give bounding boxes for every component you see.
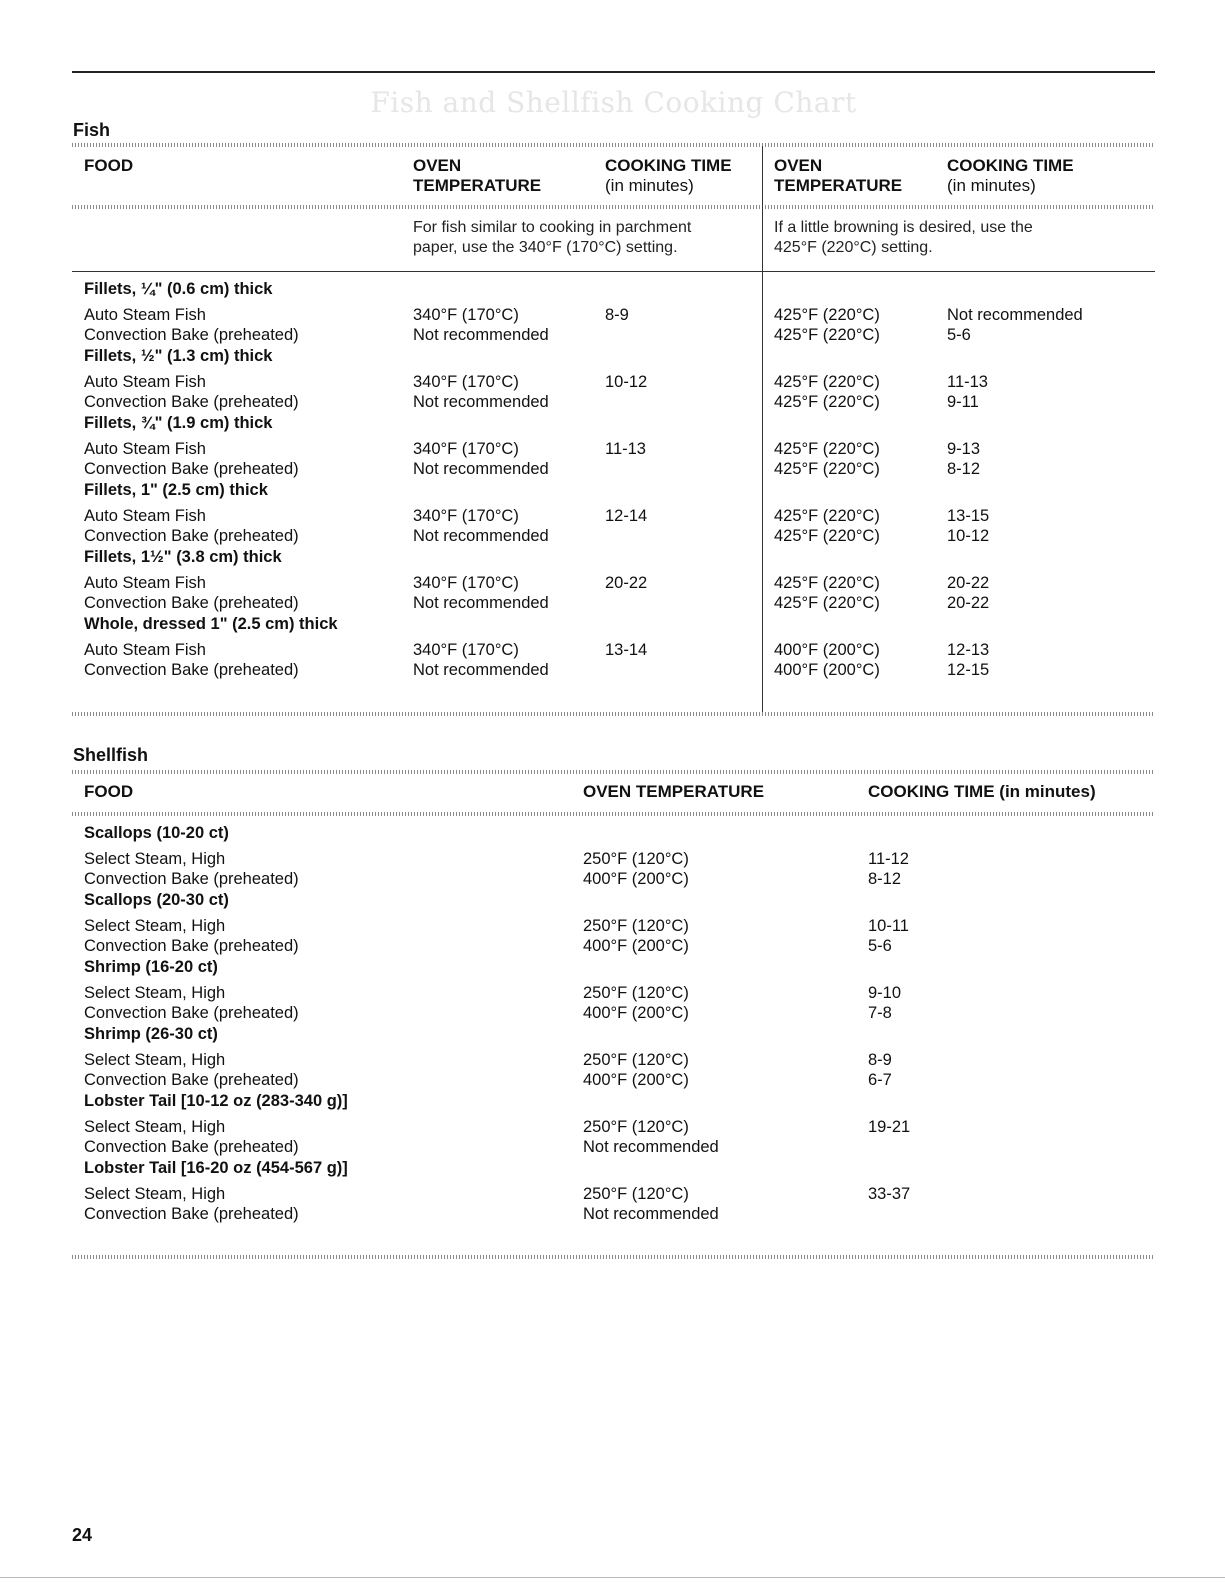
oven-temp-cell: 340°F (170°C) — [413, 305, 519, 324]
group-heading-row — [84, 614, 1144, 634]
table-row — [84, 660, 1144, 680]
fish-header-cook-time-1 — [605, 156, 732, 196]
group-heading-row — [84, 1024, 1144, 1044]
page-bottom-rule — [0, 1577, 1225, 1578]
food-cell: Convection Bake (preheated) — [84, 1205, 299, 1223]
food-cell: Select Steam, High — [84, 849, 226, 868]
oven-temp-cell: 425°F (220°C) — [774, 305, 880, 324]
oven-temp-cell: 400°F (200°C) — [583, 870, 689, 888]
oven-temp-cell: 425°F (220°C) — [774, 527, 880, 545]
cook-time-cell: 12-14 — [605, 506, 648, 525]
group-heading: Lobster Tail [10-12 oz (283-340 g)] — [84, 1092, 348, 1110]
oven-temp-cell: 340°F (170°C) — [413, 640, 519, 659]
oven-temp-cell: 250°F (120°C) — [583, 916, 689, 935]
table-row — [84, 849, 1144, 869]
table-row — [84, 372, 1144, 392]
header-line: (in minutes) — [947, 176, 1036, 195]
oven-temp-cell: Not recommended — [583, 1138, 719, 1156]
food-cell: Convection Bake (preheated) — [84, 1071, 299, 1089]
cook-time-cell: 5-6 — [947, 326, 971, 344]
food-cell: Auto Steam Fish — [84, 506, 206, 525]
food-cell: Select Steam, High — [84, 916, 226, 935]
table-row — [84, 869, 1144, 889]
group-heading-row — [84, 823, 1144, 843]
table-row — [84, 1050, 1144, 1070]
cook-time-cell: 11-13 — [947, 372, 988, 391]
group-heading: Whole, dressed 1" (2.5 cm) thick — [84, 615, 338, 633]
cook-time-cell: 9-13 — [947, 439, 981, 458]
group-heading: Fillets, 1½" (3.8 cm) thick — [84, 548, 282, 566]
food-cell: Convection Bake (preheated) — [84, 870, 299, 888]
food-cell: Auto Steam Fish — [84, 640, 206, 659]
oven-temp-cell: Not recommended — [413, 594, 549, 612]
table-row — [84, 1137, 1144, 1157]
table-row — [84, 1003, 1144, 1023]
fish-notes-bottom-rule — [72, 271, 1155, 272]
food-cell: Select Steam, High — [84, 983, 226, 1002]
cook-time-cell: 10-11 — [868, 916, 909, 935]
table-row — [84, 916, 1144, 936]
oven-temp-cell: 340°F (170°C) — [413, 439, 519, 458]
cook-time-cell: 13-15 — [947, 506, 990, 525]
table-row — [84, 640, 1144, 660]
fish-note-parchment — [413, 218, 691, 257]
shellfish-header-oven-temp: OVEN TEMPERATURE — [583, 782, 765, 801]
oven-temp-cell: 425°F (220°C) — [774, 372, 880, 391]
food-cell: Convection Bake (preheated) — [84, 1138, 299, 1156]
group-heading-row — [84, 480, 1144, 500]
cook-time-cell: 11-12 — [868, 849, 909, 868]
oven-temp-cell: 425°F (220°C) — [774, 460, 880, 478]
cook-time-cell: 19-21 — [868, 1117, 911, 1136]
page-title: Fish and Shellfish Cooking Chart — [370, 86, 857, 119]
oven-temp-cell: 400°F (200°C) — [774, 640, 880, 659]
cook-time-cell: 13-14 — [605, 640, 648, 659]
oven-temp-cell: Not recommended — [583, 1205, 719, 1223]
group-heading: Fillets, 1" (2.5 cm) thick — [84, 481, 268, 499]
fish-table-bottom-dotted-rule — [72, 712, 1155, 716]
cook-time-cell: 9-11 — [947, 393, 979, 411]
cook-time-cell: 20-22 — [947, 594, 990, 612]
shellfish-header-bottom-dotted-rule — [72, 812, 1155, 816]
food-cell: Auto Steam Fish — [84, 573, 206, 592]
cook-time-cell: 20-22 — [605, 573, 648, 592]
group-heading-row — [84, 1091, 1144, 1111]
food-cell: Convection Bake (preheated) — [84, 460, 299, 478]
table-row — [84, 1204, 1144, 1224]
header-line: COOKING TIME — [605, 156, 732, 175]
header-line: OVEN — [413, 156, 462, 175]
top-rule — [72, 71, 1155, 73]
food-cell: Select Steam, High — [84, 1117, 226, 1136]
cook-time-cell: 8-12 — [868, 870, 902, 888]
fish-header-oven-temp-1 — [413, 156, 541, 196]
oven-temp-cell: 250°F (120°C) — [583, 1117, 689, 1136]
food-cell: Select Steam, High — [84, 1184, 226, 1203]
table-row — [84, 593, 1144, 613]
oven-temp-cell: Not recommended — [413, 393, 549, 411]
table-row — [84, 1117, 1144, 1137]
cook-time-cell: 7-8 — [868, 1004, 892, 1022]
cook-time-cell: 10-12 — [605, 372, 648, 391]
shellfish-header-cook-time: COOKING TIME (in minutes) — [868, 782, 1096, 801]
shellfish-header-food: FOOD — [84, 782, 134, 801]
header-line: (in minutes) — [605, 176, 694, 195]
oven-temp-cell: 400°F (200°C) — [583, 1004, 689, 1022]
table-row — [84, 459, 1144, 479]
group-heading-row — [84, 279, 1144, 299]
food-cell: Convection Bake (preheated) — [84, 326, 299, 344]
food-cell: Auto Steam Fish — [84, 439, 206, 458]
group-heading: Shrimp (16-20 ct) — [84, 958, 218, 976]
header-line: TEMPERATURE — [413, 176, 542, 195]
group-heading: Lobster Tail [16-20 oz (454-567 g)] — [84, 1159, 348, 1177]
fish-header-top-dotted-rule — [72, 143, 1155, 147]
table-row — [84, 983, 1144, 1003]
header-line: OVEN — [774, 156, 823, 175]
cook-time-cell: 10-12 — [947, 527, 990, 545]
food-cell: Convection Bake (preheated) — [84, 1004, 299, 1022]
fish-header-oven-temp-2 — [774, 156, 902, 196]
food-cell: Convection Bake (preheated) — [84, 661, 299, 679]
oven-temp-cell: 425°F (220°C) — [774, 573, 880, 592]
cook-time-cell: 33-37 — [868, 1184, 911, 1203]
table-row — [84, 439, 1144, 459]
header-line: COOKING TIME — [947, 156, 1074, 175]
group-heading: Fillets, ¼" (0.6 cm) thick — [84, 280, 273, 298]
table-row — [84, 1070, 1144, 1090]
note-line: paper, use the 340°F (170°C) setting. — [413, 238, 678, 256]
table-row — [84, 325, 1144, 345]
oven-temp-cell: Not recommended — [413, 661, 549, 679]
oven-temp-cell: 340°F (170°C) — [413, 372, 519, 391]
group-heading-row — [84, 346, 1144, 366]
cook-time-cell: 12-13 — [947, 640, 990, 659]
cook-time-cell: 8-9 — [605, 305, 629, 324]
header-line: TEMPERATURE — [774, 176, 903, 195]
oven-temp-cell: 250°F (120°C) — [583, 1050, 689, 1069]
cook-time-cell: 20-22 — [947, 573, 990, 592]
cook-time-cell: 8-9 — [868, 1050, 892, 1069]
oven-temp-cell: 340°F (170°C) — [413, 506, 519, 525]
oven-temp-cell: 425°F (220°C) — [774, 506, 880, 525]
oven-temp-cell: 400°F (200°C) — [583, 1071, 689, 1089]
oven-temp-cell: 400°F (200°C) — [583, 937, 689, 955]
cook-time-cell: 12-15 — [947, 661, 990, 679]
food-cell: Auto Steam Fish — [84, 305, 206, 324]
fish-section-title: Fish — [73, 120, 111, 140]
cook-time-cell: 6-7 — [868, 1071, 892, 1089]
page-number: 24 — [72, 1525, 93, 1545]
group-heading-row — [84, 890, 1144, 910]
shellfish-header-top-dotted-rule — [72, 770, 1155, 774]
table-row — [84, 1184, 1144, 1204]
table-row — [84, 392, 1144, 412]
fish-header-food: FOOD — [84, 156, 134, 175]
oven-temp-cell: Not recommended — [413, 527, 549, 545]
table-row — [84, 506, 1144, 526]
fish-note-browning — [774, 218, 1033, 257]
table-row — [84, 936, 1144, 956]
group-heading-row — [84, 547, 1144, 567]
oven-temp-cell: 400°F (200°C) — [774, 661, 880, 679]
oven-temp-cell: 425°F (220°C) — [774, 393, 880, 411]
group-heading: Scallops (20-30 ct) — [84, 891, 229, 909]
note-line: For fish similar to cooking in parchment — [413, 219, 692, 236]
shellfish-table-bottom-dotted-rule — [72, 1255, 1155, 1259]
table-row — [84, 573, 1144, 593]
food-cell: Select Steam, High — [84, 1050, 226, 1069]
table-row — [84, 305, 1144, 325]
food-cell: Auto Steam Fish — [84, 372, 206, 391]
food-cell: Convection Bake (preheated) — [84, 594, 299, 612]
oven-temp-cell: 425°F (220°C) — [774, 326, 880, 344]
cook-time-cell: 5-6 — [868, 937, 892, 955]
oven-temp-cell: Not recommended — [413, 326, 549, 344]
group-heading: Shrimp (26-30 ct) — [84, 1025, 218, 1043]
table-row — [84, 526, 1144, 546]
fish-header-cook-time-2 — [947, 156, 1074, 196]
note-line: If a little browning is desired, use the — [774, 219, 1033, 236]
group-heading-row — [84, 957, 1144, 977]
food-cell: Convection Bake (preheated) — [84, 937, 299, 955]
group-heading-row — [84, 1158, 1144, 1178]
cook-time-cell: 8-12 — [947, 460, 981, 478]
note-line: 425°F (220°C) setting. — [774, 238, 933, 256]
cook-time-cell: Not recommended — [947, 305, 1083, 324]
group-heading-row — [84, 413, 1144, 433]
food-cell: Convection Bake (preheated) — [84, 393, 299, 411]
oven-temp-cell: 425°F (220°C) — [774, 439, 880, 458]
shellfish-section-title: Shellfish — [73, 745, 149, 765]
oven-temp-cell: 425°F (220°C) — [774, 594, 880, 612]
oven-temp-cell: 340°F (170°C) — [413, 573, 519, 592]
oven-temp-cell: Not recommended — [413, 460, 549, 478]
oven-temp-cell: 250°F (120°C) — [583, 849, 689, 868]
food-cell: Convection Bake (preheated) — [84, 527, 299, 545]
oven-temp-cell: 250°F (120°C) — [583, 1184, 689, 1203]
group-heading: Scallops (10-20 ct) — [84, 824, 229, 842]
cook-time-cell: 11-13 — [605, 439, 646, 458]
fish-header-bottom-dotted-rule — [72, 205, 1155, 209]
cook-time-cell: 9-10 — [868, 983, 902, 1002]
oven-temp-cell: 250°F (120°C) — [583, 983, 689, 1002]
group-heading: Fillets, ½" (1.3 cm) thick — [84, 347, 273, 365]
group-heading: Fillets, ¾" (1.9 cm) thick — [84, 414, 273, 432]
